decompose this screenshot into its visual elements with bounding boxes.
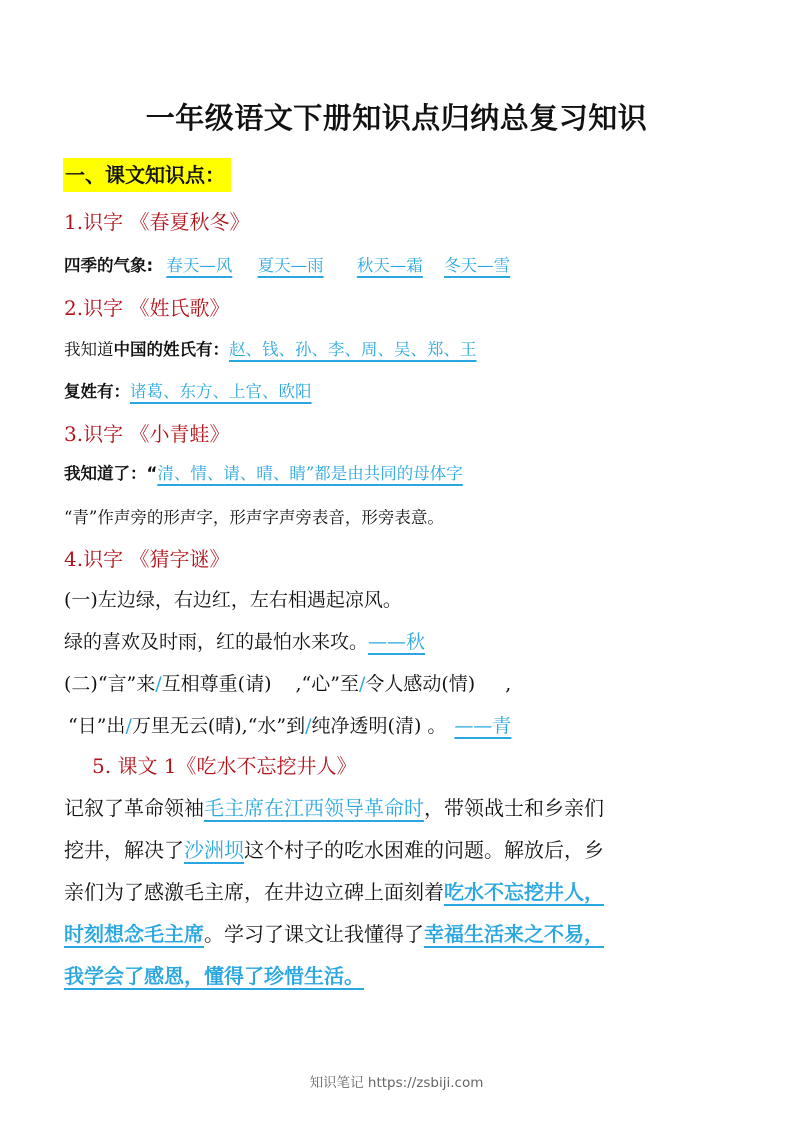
- surnames: 赵、钱、孙、李、周、吴、郑、王: [229, 340, 477, 359]
- footer-source: 知识笔记 https://zsbiji.com: [309, 1075, 484, 1091]
- s4-line3: [64, 669, 511, 696]
- page-title: 一年级语文下册知识点归纳总复习知识: [145, 101, 648, 135]
- season-item: 冬天—雪: [444, 256, 511, 275]
- para-highlight: 吃水不忘挖井人，: [444, 880, 604, 904]
- s3-line1: [64, 460, 463, 484]
- s5-heading: 5. 课文 1《吃水不忘挖井人》: [92, 754, 357, 778]
- season-item: 夏天—雨: [257, 256, 324, 275]
- s5-para-line3: [64, 876, 604, 905]
- s2-line2: [64, 378, 312, 402]
- s4-heading: 4.识字 《猜字谜》: [64, 547, 230, 571]
- s3-line2: “青”作声旁的形声字，形声字声旁表音，形旁表意。: [64, 508, 444, 527]
- para-text: 记叙了革命领袖: [64, 796, 204, 820]
- para-text: 亲们为了感激毛主席，在井边立碑上面刻着: [64, 880, 444, 904]
- riddle-part: 万里无云(晴),“水”到: [131, 715, 306, 737]
- slash-mark: /: [125, 715, 132, 737]
- slash-mark: /: [155, 673, 162, 695]
- para-highlight: 我学会了感恩，懂得了珍惜生活。: [64, 964, 364, 988]
- riddle-part: 纯净透明(清) 。: [311, 715, 447, 737]
- riddle-part: ,: [505, 673, 512, 695]
- riddle-answer-2: ——青: [454, 715, 512, 737]
- riddle-part: “日”出: [68, 715, 126, 737]
- s4-line1: (一)左边绿，右边红，左右相遇起凉风。: [64, 589, 402, 611]
- s4-line4: [68, 711, 511, 738]
- para-highlight: 沙洲坝: [184, 838, 244, 862]
- s1-heading: 1.识字 《春夏秋冬》: [64, 210, 250, 234]
- para-text: 这个村子的吃水困难的问题。解放后，乡: [244, 838, 604, 862]
- s5-para-line5: [64, 960, 364, 989]
- slash-mark: /: [358, 673, 366, 695]
- para-text: ，带领战士和乡亲们: [424, 796, 604, 820]
- riddle-part: ,“心”至: [295, 673, 359, 695]
- season-item: 秋天—霜: [356, 256, 423, 275]
- riddle-text: 绿的喜欢及时雨，红的最怕水来攻。: [64, 631, 369, 653]
- s5-para-line2: [64, 834, 604, 863]
- riddle-part: (二)“言”来: [64, 673, 156, 695]
- s3-label: 我知道了：“: [64, 464, 158, 483]
- riddle-part: 令人感动(情): [365, 673, 476, 695]
- para-highlight: 毛主席在江西领导革命时: [204, 796, 424, 820]
- para-highlight: 时刻想念毛主席: [64, 922, 204, 946]
- para-highlight: 幸福生活来之不易，: [424, 922, 604, 946]
- s2-heading: 2.识字 《姓氏歌》: [64, 296, 230, 320]
- s1-line: [64, 252, 510, 276]
- s2-line1: [64, 336, 477, 360]
- s2-label-a: 我知道: [64, 340, 114, 359]
- s5-para-line1: [64, 792, 604, 821]
- slash-mark: /: [305, 715, 312, 737]
- s3-value: 清、情、请、晴、睛”都是由共同的母体字: [157, 464, 463, 483]
- season-item: 春天—风: [166, 256, 233, 275]
- s5-para-line4: [64, 918, 604, 947]
- section-heading: 一、课文知识点：: [63, 158, 231, 192]
- s3-heading: 3.识字 《小青蛙》: [64, 422, 230, 446]
- riddle-part: 互相尊重(请): [161, 673, 272, 695]
- s2-label2: 复姓有：: [64, 382, 130, 401]
- para-text: 。学习了课文让我懂得了: [204, 922, 424, 946]
- riddle-answer-1: ——秋: [368, 631, 426, 653]
- para-text: 挖井，解决了: [64, 838, 184, 862]
- s4-line2: [64, 627, 425, 654]
- s1-label: 四季的气象:: [64, 256, 154, 275]
- compound-surnames: 诸葛、东方、上官、欧阳: [130, 382, 312, 401]
- s2-label-b: 中国的姓氏有：: [113, 340, 229, 359]
